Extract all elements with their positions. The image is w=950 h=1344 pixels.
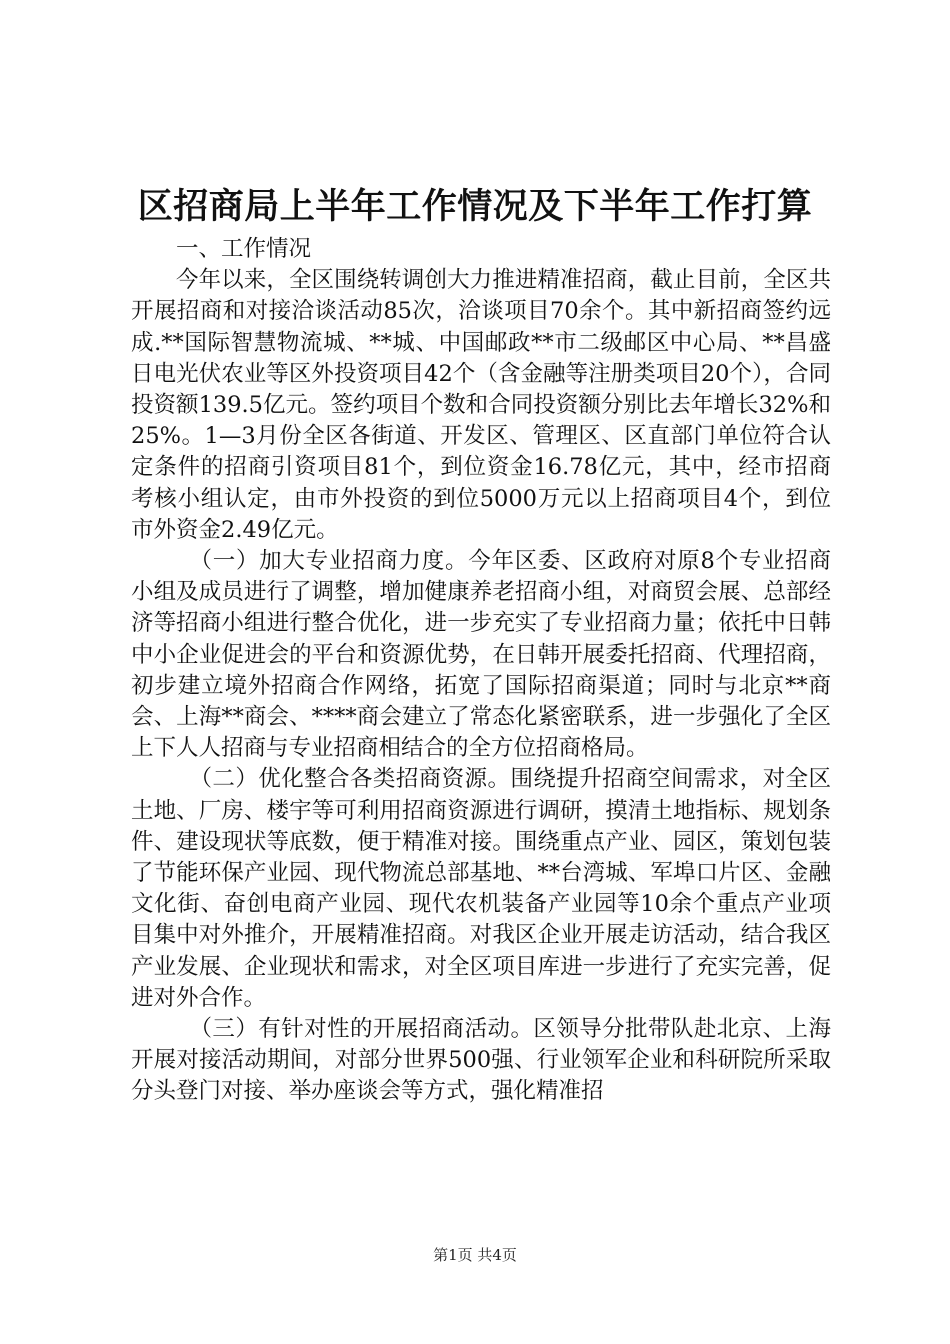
paragraph-overview: 今年以来，全区围绕转调创大力推进精准招商，截止目前，全区共开展招商和对接洽谈活动85次，洽谈项目70余个。其中新招商签约远成.**国际智慧物流城、**城、中国邮政**市二级邮区中心局、**昌盛日电光伏农业等区外投资项目42个（含金融等注册类项目20个），合同投资额139.5亿元。签约项目个数和合同投资额分别比去年增长32%和25%。1—3月份全区各街道、开发区、管理区、区直部门单位符合认定条件的招商引资项目81个，到位资金16.78亿元，其中，经市招商考核小组认定，由市外投资的到位5000万元以上招商项目4个，到位市外资金2.49亿元。 <box>131 267 831 543</box>
section-heading: 一、工作情况 <box>176 236 312 262</box>
document-title: 区招商局上半年工作情况及下半年工作打算 <box>137 186 813 227</box>
paragraph-section-2: （二）优化整合各类招商资源。围绕提升招商空间需求，对全区土地、厂房、楼宇等可利用招商资源进行调研，摸清土地指标、规划条件、建设现状等底数，便于精准对接。围绕重点产业、园区，策划包装了节能环保产业园、现代物流总部基地、**台湾城、军埠口片区、金融文化街、奋创电商产业园、现代农机装备产业园等10余个重点产业项目集中对外推介，开展精准招商。对我区企业开展走访活动，结合我区产业发展、企业现状和需求，对全区项目库进一步进行了充实完善，促进对外合作。 <box>131 766 831 1011</box>
document-body <box>131 234 831 1108</box>
page-footer: 第1页 共4页 <box>433 1246 517 1264</box>
paragraph-section-1: （一）加大专业招商力度。今年区委、区政府对原8个专业招商小组及成员进行了调整，增加健康养老招商小组，对商贸会展、总部经济等招商小组进行整合优化，进一步充实了专业招商力量；依托中日韩中小企业促进会的平台和资源优势，在日韩开展委托招商、代理招商，初步建立境外招商合作网络，拓宽了国际招商渠道；同时与北京**商会、上海**商会、****商会建立了常态化紧密联系，进一步强化了全区上下人人招商与专业招商相结合的全方位招商格局。 <box>131 548 831 762</box>
paragraph-section-3: （三）有针对性的开展招商活动。区领导分批带队赴北京、上海开展对接活动期间，对部分世界500强、行业领军企业和科研院所采取分头登门对接、举办座谈会等方式，强化精准招 <box>131 1016 831 1105</box>
